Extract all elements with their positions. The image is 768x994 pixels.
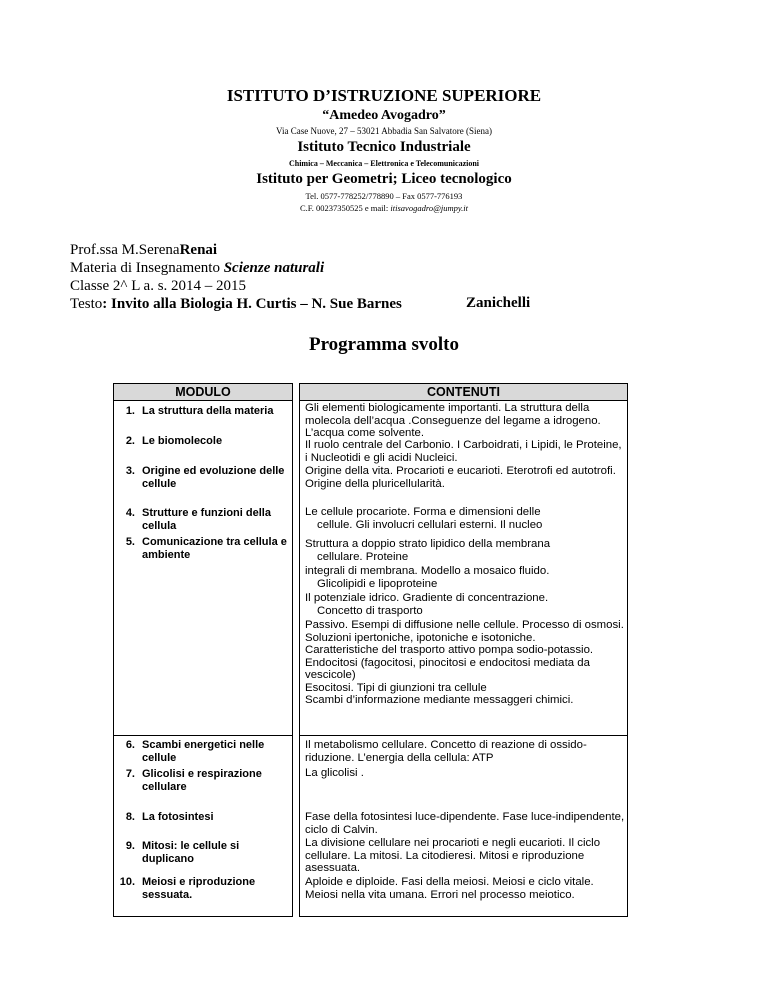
program-table: MODULO CONTENUTI 1. La struttura della materia 2. Le biomolecole 3. Origine ed evoluzione delle cellule 4. Strutture e funzioni della cellula 5. Comunicazione tra cellula e ambiente 6. Scambi energetici nelle cellule 7. Glicolisi e respirazione cellulare 8. La fotosintesi [113,383,628,833]
header-modulo: MODULO [113,383,293,401]
contenuto-3: Origine della vita. Procarioti e eucarioti. Eterotrofi ed autotrofi. Origine della pluricellularità. [305,465,616,490]
page-title: Programma svolto [308,334,460,355]
contenuto-9: La divisione cellulare nei procarioti e negli eucarioti. Il ciclo cellulare. La mitosi. La citodieresi. Mitosi e riproduzione asessuata. [305,837,601,874]
contenuto-1: Gli elementi biologicamente importanti. La struttura della molecola dell’acqua .Conseguenze del legame a idrogeno. L’acqua come solvente. [305,402,601,439]
email-link[interactable]: itisavogadro@jumpy.it [390,203,469,213]
contenuto-8: Fase della fotosintesi luce-dipendente. Fase luce-indipendente, ciclo di Calvin. [305,811,625,836]
modulo-column-tail [113,833,293,917]
school-name: ISTITUTO D’ISTRUZIONE SUPERIORE [226,86,542,105]
contenuti-column-tail [299,833,628,917]
textbook: Testo: Invito alla Biologia H. Curtis – N. Sue Barnes [70,296,402,312]
class-year: Classe 2^ L a. s. 2014 – 2015 [70,278,247,294]
subject: Materia di Insegnamento Scienze naturali [70,260,325,276]
contenuto-6: Il metabolismo cellulare. Concetto di reazione di ossido-riduzione. L’energia della cellula: ATP [305,739,587,764]
institute-geometri: Istituto per Geometri; Liceo tecnologico [256,171,512,187]
header-contenuti: CONTENUTI [299,383,628,401]
school-address: Via Case Nuove, 27 – 53021 Abbadia San Salvatore (Siena) [276,126,492,136]
row-divider [113,735,293,736]
contenuto-4: Le cellule procariote. Forma e dimensioni delle cellule. Gli involucri cellulari esterni. Il nucleo [305,506,543,531]
teacher: Prof.ssa M.SerenaRenai [70,242,218,258]
contenuto-2: Il ruolo centrale del Carbonio. I Carboidrati, i Lipidi, le Proteine, i Nucleotidi e gli acidi Nucleici. [305,439,622,464]
contact-phone: Tel. 0577-778252/778890 – Fax 0577-776193 [305,191,463,201]
institute-industrial: Istituto Tecnico Industriale [297,139,471,155]
contenuto-5: Struttura a doppio strato lipidico della membrana cellulare. Proteine integrali di membrana. Modello a mosaico fluido. Glicolipidi e lipoproteine Il potenziale idrico. Gradiente di concentrazione. Concetto di trasporto Passivo. Esempi di diffusione nelle cellule. Processo di osmosi. Soluzioni ipertoniche, ipotoniche e isotoniche. Caratteristiche del trasporto attivo pompa sodio-potassio. Endocitosi (fagocitosi, pinocitosi e endocitosi mediata da vescicole) Esocitosi. Tipi di giunzioni tra cellule Scambi d’informazione mediante messaggeri chimici. [305,538,624,706]
institute-specializations: Chimica – Meccanica – Elettronica e Telecomunicazioni [288,159,480,168]
contact-cf-email: C.F. 00237350525 e mail: itisavogadro@jumpy.it [299,203,469,213]
contenuto-10: Aploide e diploide. Fasi della meiosi. Meiosi e ciclo vitale. Meiosi nella vita umana. Errori nel processo meiotico. [305,876,594,901]
row-divider [299,735,628,736]
contenuto-7: La glicolisi . [305,767,364,779]
school-subtitle: “Amedeo Avogadro” [322,108,446,123]
publisher: Zanichelli [466,295,531,311]
